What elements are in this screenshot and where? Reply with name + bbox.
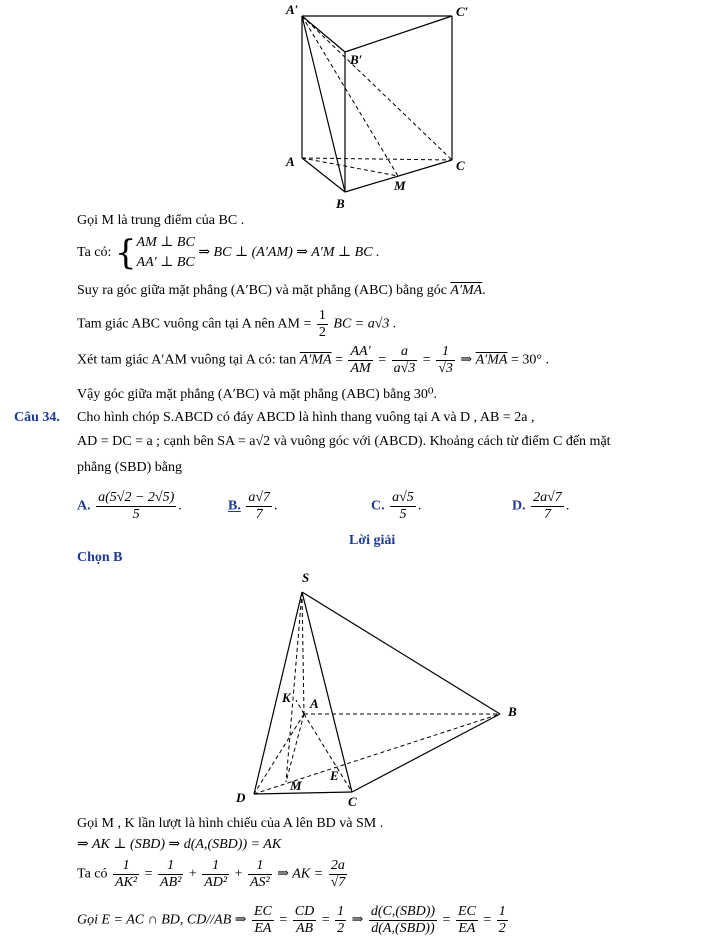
sol33-line4-text: Tam giác ABC vuông cân tại A nên AM = bbox=[77, 316, 312, 332]
label-m-2: M bbox=[290, 778, 302, 793]
pyramid-figure bbox=[228, 568, 528, 813]
label-a-prime: A′ bbox=[286, 2, 299, 17]
solution-heading: Lời giải bbox=[349, 533, 396, 548]
option-c-frac: $\frac{a√5}{5}$ bbox=[392, 490, 414, 522]
option-b[interactable]: B. $\frac{a√7}{7}$ . bbox=[228, 490, 278, 522]
label-c-prime: C′ bbox=[456, 4, 469, 19]
label-a-2: A bbox=[310, 696, 319, 711]
frac-1-ab2: $\frac{1}{\text{AB²}}$ bbox=[160, 858, 182, 890]
sol33-line5-text: Xét tam giác A′AM vuông tại A có: tan bbox=[77, 352, 297, 368]
sol33-line6: Vậy góc giữa mặt phẳng (A′BC) và mặt phẳng (ABC) bằng 30⁰. bbox=[77, 387, 437, 402]
option-b-frac: $\frac{a√7}{7}$ bbox=[248, 490, 271, 522]
label-k: K bbox=[282, 690, 291, 705]
sol34-line2: ⇒ AK ⊥ (SBD) ⇒ d(A,(SBD)) = AK bbox=[77, 837, 282, 852]
frac-distance-ratio: $\frac{\text{d(C,(SBD))}}{\text{d(A,(SBD))}}$ bbox=[370, 904, 436, 936]
sol33-line4-result: BC = a√3 . bbox=[333, 316, 397, 332]
label-b: B bbox=[336, 196, 345, 211]
frac-1-2: $\frac{1}{2}$ bbox=[337, 904, 345, 936]
label-m: M bbox=[394, 178, 406, 193]
frac-1-ak2: $\frac{1}{\text{AK²}}$ bbox=[115, 858, 138, 890]
frac-1-as2: $\frac{1}{\text{AS²}}$ bbox=[250, 858, 270, 890]
sol33-line1: Gọi M là trung điểm của BC . bbox=[77, 213, 245, 228]
sol33-sys1: AM ⊥ BC bbox=[136, 235, 195, 250]
frac-2a-sqrt7: $\frac{2a}{√7}$ bbox=[330, 858, 346, 890]
sol34-ak-result: ⇒ AK = bbox=[277, 866, 324, 882]
option-d-frac: $\frac{2a√7}{7}$ bbox=[533, 490, 562, 522]
sol33-line5: Xét tam giác A′AM vuông tại A có: tan A′MA = $\frac{AA'}{AM}$ = $\frac{a}{a√3}$ = $\frac{1}{√3}$ ⇒ A′MA = 30° . bbox=[77, 344, 549, 376]
sol34-line1: Gọi M , K lần lượt là hình chiếu của A lên BD và SM . bbox=[77, 816, 384, 831]
option-b-label: B. bbox=[228, 498, 241, 514]
frac-half: $\frac{1}{2}$ bbox=[318, 308, 326, 340]
label-s: S bbox=[302, 570, 310, 585]
option-a[interactable]: A. $\frac{a(5√2 - 2√5)}{5}$ . bbox=[77, 490, 182, 522]
option-c[interactable]: C. $\frac{a√5}{5}$ . bbox=[371, 490, 422, 522]
sol33-system bbox=[77, 233, 380, 273]
q34-text2: AD = DC = a ; cạnh bên SA = a√2 và vuông góc với (ABCD). Khoảng cách từ điểm C đến mặt bbox=[77, 434, 611, 449]
sol33-system-lines bbox=[137, 233, 195, 273]
sol33-line3: Suy ra góc giữa mặt phẳng (A′BC) và mặt phẳng (ABC) bằng góc A′MA. bbox=[77, 283, 486, 298]
option-d[interactable]: D. $\frac{2a√7}{7}$ . bbox=[512, 490, 570, 522]
question-label: Câu 34. bbox=[14, 410, 60, 425]
prism-figure bbox=[270, 0, 480, 212]
option-a-label: A. bbox=[77, 498, 91, 514]
label-c-2: C bbox=[348, 794, 357, 809]
sol33-ta-co: Ta có: bbox=[77, 245, 112, 261]
frac-1-2-b: $\frac{1}{2}$ bbox=[498, 904, 506, 936]
sol33-angle: A′MA bbox=[450, 283, 483, 298]
sol33-sys2: AA′ ⊥ BC bbox=[136, 255, 195, 270]
frac-ec-ea: $\frac{EC}{EA}$ bbox=[253, 904, 272, 936]
option-d-label: D. bbox=[512, 498, 526, 514]
label-c: C bbox=[456, 158, 465, 173]
q34-text1: Cho hình chóp S.ABCD có đáy ABCD là hình thang vuông tại A và D , AB = 2a , bbox=[77, 410, 535, 425]
label-d: D bbox=[236, 790, 246, 805]
sol34-line4-text: Gọi E = AC ∩ BD, CD//AB ⇒ bbox=[77, 912, 247, 928]
label-b-2: B bbox=[508, 704, 517, 719]
sol33-line3-text: Suy ra góc giữa mặt phẳng (A′BC) và mặt phẳng (ABC) bằng góc bbox=[77, 283, 447, 298]
frac-cd-ab: $\frac{CD}{AB}$ bbox=[294, 904, 315, 936]
brace-icon: { bbox=[114, 233, 137, 273]
option-a-frac: $\frac{a(5√2 - 2√5)}{5}$ bbox=[98, 490, 175, 522]
sol33-angle-3: A′MA bbox=[475, 352, 508, 368]
q34-text3: phẳng (SBD) bằng bbox=[77, 460, 182, 475]
sol33-impl: ⇒ BC ⊥ (A′AM) ⇒ A′M ⊥ BC . bbox=[198, 245, 380, 261]
sol34-line4: Gọi E = AC ∩ BD, CD//AB ⇒ $\frac{EC}{EA}$ = $\frac{CD}{AB}$ = $\frac{1}{2}$ ⇒ $\frac{\text{d(C,(SBD))}}{\text{d(A,(SBD))}}$ = $\frac{EC}{EA}$ = $\frac{1}{2}$ bbox=[77, 904, 506, 936]
sol33-angle-2: A′MA bbox=[299, 352, 332, 368]
option-c-label: C. bbox=[371, 498, 385, 514]
label-e: E bbox=[330, 768, 339, 783]
label-a: A bbox=[286, 154, 295, 169]
frac-a-a-sqrt3: $\frac{a}{a√3}$ bbox=[393, 344, 416, 376]
choose-answer: Chọn B bbox=[77, 550, 123, 565]
frac-1-sqrt3: $\frac{1}{√3}$ bbox=[438, 344, 453, 376]
frac-aa-am: $\frac{AA'}{AM}$ bbox=[350, 344, 371, 376]
sol34-ta-co: Ta có bbox=[77, 866, 108, 882]
label-b-prime: B′ bbox=[350, 52, 363, 67]
sol33-line5-result: = 30° . bbox=[510, 352, 549, 368]
sol34-line3: Ta có $\frac{1}{\text{AK²}}$ = $\frac{1}{\text{AB²}}$ + $\frac{1}{\text{AD²}}$ + $\frac{1}{\text{AS²}}$ ⇒ AK = $\frac{2a}{√7}$ bbox=[77, 858, 346, 890]
frac-1-ad2: $\frac{1}{\text{AD²}}$ bbox=[204, 858, 228, 890]
frac-ec-ea-2: $\frac{EC}{EA}$ bbox=[457, 904, 476, 936]
sol33-line4 bbox=[77, 308, 396, 341]
